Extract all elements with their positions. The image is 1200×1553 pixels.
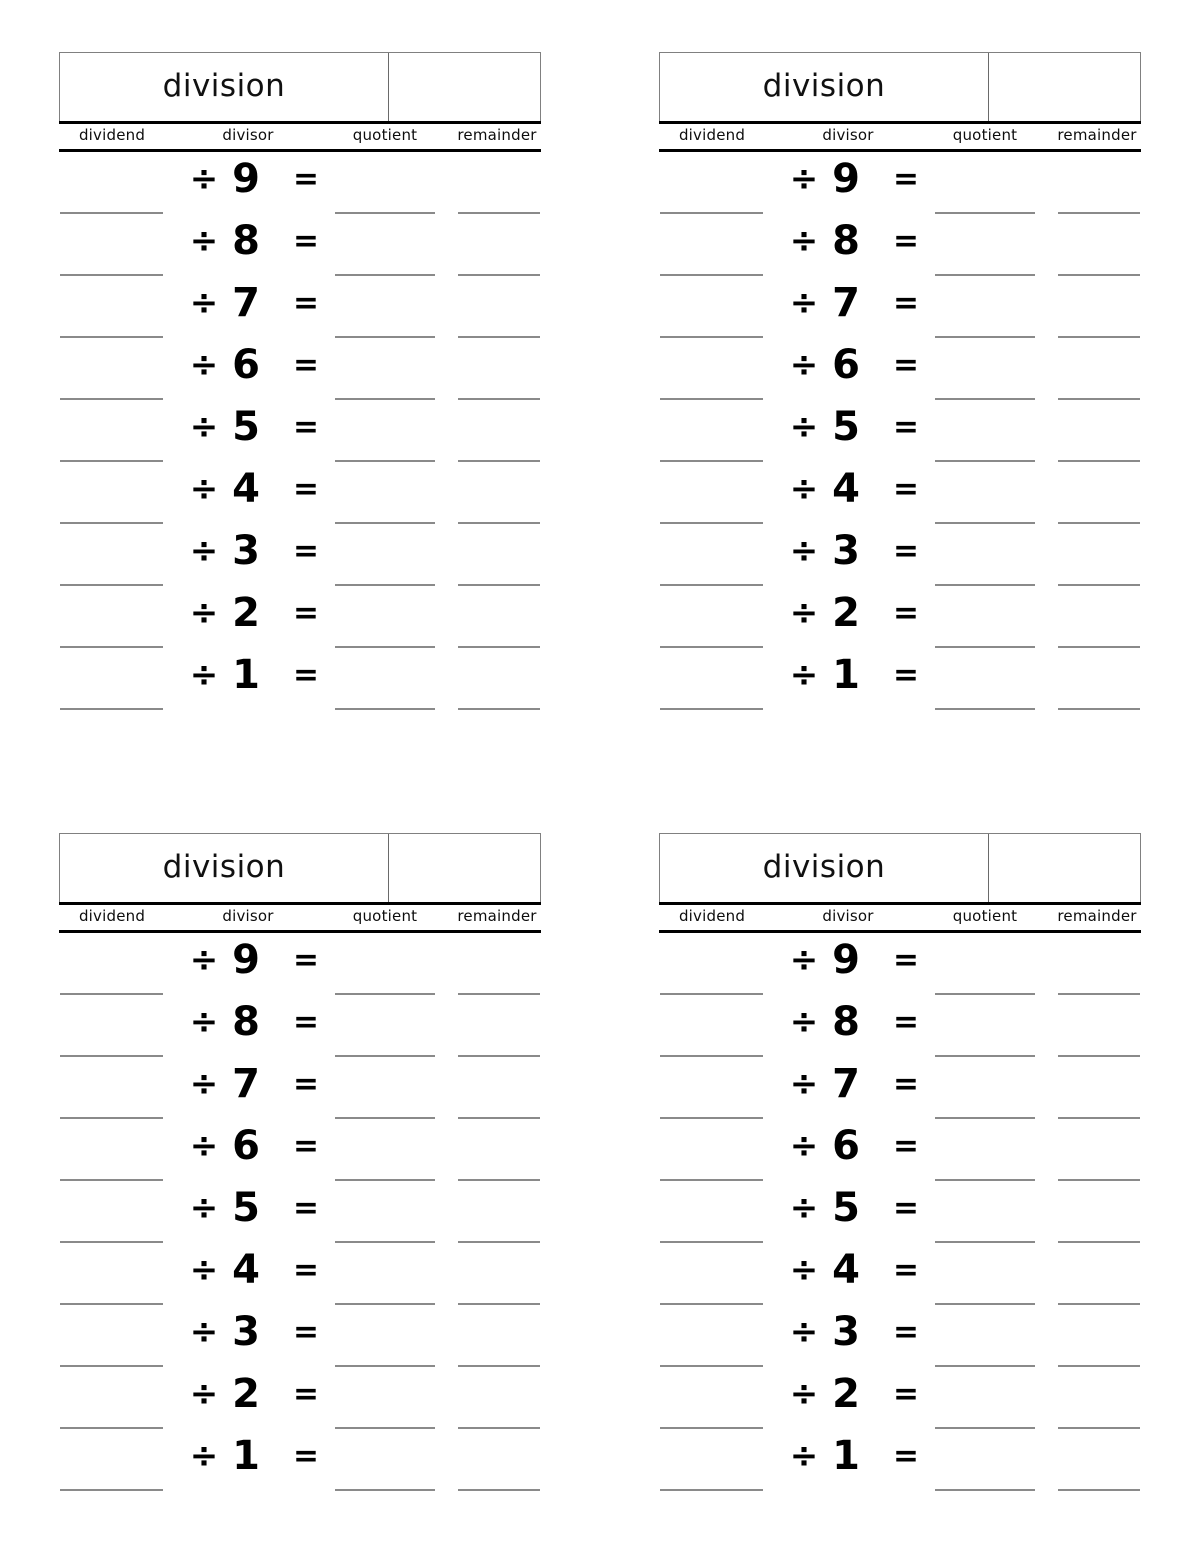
quotient-answer-line[interactable] xyxy=(935,460,1035,462)
divisor-value: 4 xyxy=(832,1247,860,1293)
quotient-answer-line[interactable] xyxy=(935,1427,1035,1429)
quotient-answer-line[interactable] xyxy=(335,584,435,586)
divisor-value: 9 xyxy=(832,156,860,202)
quotient-answer-line[interactable] xyxy=(335,993,435,995)
quotient-answer-line[interactable] xyxy=(335,1489,435,1491)
name-score-field[interactable] xyxy=(389,834,540,902)
column-header-remainder: remainder xyxy=(457,907,537,925)
column-header-row xyxy=(59,905,541,930)
dividend-answer-line[interactable] xyxy=(60,1117,163,1119)
dividend-answer-line[interactable] xyxy=(60,1365,163,1367)
divide-operator-icon: ÷ xyxy=(789,345,819,385)
divisor-value: 9 xyxy=(232,937,260,983)
column-header-dividend: dividend xyxy=(78,907,146,925)
problem-row xyxy=(659,466,1141,528)
divide-operator-icon: ÷ xyxy=(789,1436,819,1476)
problem-row xyxy=(659,1433,1141,1495)
divisor-value: 5 xyxy=(832,404,860,450)
divide-operator-icon: ÷ xyxy=(789,531,819,571)
dividend-answer-line[interactable] xyxy=(660,1179,763,1181)
quotient-answer-line[interactable] xyxy=(935,398,1035,400)
worksheet-title: division xyxy=(162,848,286,885)
problem-row xyxy=(659,218,1141,280)
problem-row xyxy=(59,280,541,342)
equals-operator-icon: = xyxy=(293,1376,319,1412)
remainder-answer-line[interactable] xyxy=(1058,708,1140,710)
dividend-answer-line[interactable] xyxy=(60,1303,163,1305)
equals-operator-icon: = xyxy=(293,595,319,631)
remainder-answer-line[interactable] xyxy=(1058,1241,1140,1243)
problem-row xyxy=(59,590,541,652)
quotient-answer-line[interactable] xyxy=(935,1055,1035,1057)
title-box xyxy=(659,833,1141,902)
title-box xyxy=(59,833,541,902)
equals-operator-icon: = xyxy=(293,942,319,978)
remainder-answer-line[interactable] xyxy=(1058,646,1140,648)
quotient-answer-line[interactable] xyxy=(335,1179,435,1181)
divide-operator-icon: ÷ xyxy=(189,469,219,509)
divisor-value: 1 xyxy=(832,652,860,698)
divide-operator-icon: ÷ xyxy=(189,345,219,385)
divisor-value: 9 xyxy=(232,156,260,202)
divide-operator-icon: ÷ xyxy=(189,531,219,571)
quotient-answer-line[interactable] xyxy=(935,212,1035,214)
dividend-answer-line[interactable] xyxy=(60,1179,163,1181)
divide-operator-icon: ÷ xyxy=(189,1126,219,1166)
equals-operator-icon: = xyxy=(893,409,919,445)
quotient-answer-line[interactable] xyxy=(335,1055,435,1057)
panel-top-right xyxy=(659,52,1141,714)
equals-operator-icon: = xyxy=(293,1438,319,1474)
divide-operator-icon: ÷ xyxy=(789,1374,819,1414)
problem-row xyxy=(59,528,541,590)
remainder-answer-line[interactable] xyxy=(458,274,540,276)
equals-operator-icon: = xyxy=(893,595,919,631)
remainder-answer-line[interactable] xyxy=(458,708,540,710)
dividend-answer-line[interactable] xyxy=(660,212,763,214)
worksheet-title: division xyxy=(762,848,886,885)
dividend-answer-line[interactable] xyxy=(60,993,163,995)
dividend-answer-line[interactable] xyxy=(60,398,163,400)
remainder-answer-line[interactable] xyxy=(1058,1055,1140,1057)
remainder-answer-line[interactable] xyxy=(1058,398,1140,400)
divisor-value: 7 xyxy=(232,280,260,326)
dividend-answer-line[interactable] xyxy=(660,274,763,276)
problem-row xyxy=(659,342,1141,404)
divide-operator-icon: ÷ xyxy=(189,940,219,980)
quotient-answer-line[interactable] xyxy=(335,460,435,462)
equals-operator-icon: = xyxy=(293,533,319,569)
divisor-value: 3 xyxy=(832,1309,860,1355)
equals-operator-icon: = xyxy=(893,285,919,321)
divisor-value: 1 xyxy=(832,1433,860,1479)
remainder-answer-line[interactable] xyxy=(458,584,540,586)
problem-row xyxy=(659,528,1141,590)
remainder-answer-line[interactable] xyxy=(1058,274,1140,276)
divisor-value: 4 xyxy=(832,466,860,512)
worksheet-title-cell xyxy=(660,53,989,121)
equals-operator-icon: = xyxy=(293,285,319,321)
divisor-value: 6 xyxy=(832,1123,860,1169)
column-header-remainder: remainder xyxy=(1057,907,1137,925)
remainder-answer-line[interactable] xyxy=(1058,1179,1140,1181)
quotient-answer-line[interactable] xyxy=(335,708,435,710)
problem-rows xyxy=(59,152,541,714)
equals-operator-icon: = xyxy=(893,347,919,383)
column-header-divisor: divisor xyxy=(822,907,874,925)
divisor-value: 3 xyxy=(832,528,860,574)
divisor-value: 6 xyxy=(232,342,260,388)
divide-operator-icon: ÷ xyxy=(789,655,819,695)
divide-operator-icon: ÷ xyxy=(189,1436,219,1476)
dividend-answer-line[interactable] xyxy=(660,460,763,462)
remainder-answer-line[interactable] xyxy=(1058,522,1140,524)
column-header-quotient: quotient xyxy=(952,907,1018,925)
problem-row xyxy=(659,280,1141,342)
remainder-answer-line[interactable] xyxy=(458,1179,540,1181)
divide-operator-icon: ÷ xyxy=(789,159,819,199)
column-header-remainder: remainder xyxy=(457,126,537,144)
remainder-answer-line[interactable] xyxy=(1058,1427,1140,1429)
divide-operator-icon: ÷ xyxy=(189,1250,219,1290)
equals-operator-icon: = xyxy=(293,347,319,383)
divisor-value: 2 xyxy=(832,590,860,636)
problem-rows xyxy=(659,933,1141,1495)
quotient-answer-line[interactable] xyxy=(935,708,1035,710)
equals-operator-icon: = xyxy=(893,1314,919,1350)
quotient-answer-line[interactable] xyxy=(935,993,1035,995)
quotient-answer-line[interactable] xyxy=(335,1303,435,1305)
quotient-answer-line[interactable] xyxy=(335,212,435,214)
dividend-answer-line[interactable] xyxy=(660,522,763,524)
problem-row xyxy=(59,1371,541,1433)
problem-row xyxy=(59,404,541,466)
dividend-answer-line[interactable] xyxy=(660,336,763,338)
remainder-answer-line[interactable] xyxy=(458,398,540,400)
quotient-answer-line[interactable] xyxy=(935,1179,1035,1181)
column-header-row xyxy=(59,124,541,149)
remainder-answer-line[interactable] xyxy=(1058,1303,1140,1305)
remainder-answer-line[interactable] xyxy=(458,212,540,214)
problem-row xyxy=(59,1185,541,1247)
divisor-value: 8 xyxy=(832,999,860,1045)
remainder-answer-line[interactable] xyxy=(458,1489,540,1491)
column-header-quotient: quotient xyxy=(952,126,1018,144)
name-score-field[interactable] xyxy=(989,834,1140,902)
divide-operator-icon: ÷ xyxy=(189,655,219,695)
dividend-answer-line[interactable] xyxy=(660,584,763,586)
problem-row xyxy=(59,999,541,1061)
worksheet-title: division xyxy=(162,67,286,104)
divisor-value: 9 xyxy=(832,937,860,983)
panel-bottom-right xyxy=(659,833,1141,1495)
equals-operator-icon: = xyxy=(293,409,319,445)
divisor-value: 6 xyxy=(832,342,860,388)
equals-operator-icon: = xyxy=(293,1066,319,1102)
divide-operator-icon: ÷ xyxy=(189,1188,219,1228)
problem-row xyxy=(659,652,1141,714)
divide-operator-icon: ÷ xyxy=(189,1064,219,1104)
problem-row xyxy=(659,1247,1141,1309)
dividend-answer-line[interactable] xyxy=(660,646,763,648)
problem-row xyxy=(59,652,541,714)
column-header-remainder: remainder xyxy=(1057,126,1137,144)
divide-operator-icon: ÷ xyxy=(789,1002,819,1042)
remainder-answer-line[interactable] xyxy=(1058,1117,1140,1119)
problem-row xyxy=(59,1061,541,1123)
column-header-dividend: dividend xyxy=(78,126,146,144)
divisor-value: 8 xyxy=(832,218,860,264)
divisor-value: 1 xyxy=(232,652,260,698)
divisor-value: 2 xyxy=(232,590,260,636)
quotient-answer-line[interactable] xyxy=(335,646,435,648)
problem-rows xyxy=(59,933,541,1495)
divisor-value: 7 xyxy=(232,1061,260,1107)
divide-operator-icon: ÷ xyxy=(789,221,819,261)
divisor-value: 2 xyxy=(832,1371,860,1417)
quotient-answer-line[interactable] xyxy=(335,1241,435,1243)
quotient-answer-line[interactable] xyxy=(335,398,435,400)
divide-operator-icon: ÷ xyxy=(189,221,219,261)
equals-operator-icon: = xyxy=(293,1314,319,1350)
divide-operator-icon: ÷ xyxy=(789,1064,819,1104)
dividend-answer-line[interactable] xyxy=(60,1241,163,1243)
equals-operator-icon: = xyxy=(893,1066,919,1102)
remainder-answer-line[interactable] xyxy=(458,336,540,338)
divide-operator-icon: ÷ xyxy=(789,1126,819,1166)
divide-operator-icon: ÷ xyxy=(189,1002,219,1042)
quotient-answer-line[interactable] xyxy=(935,336,1035,338)
equals-operator-icon: = xyxy=(893,1128,919,1164)
equals-operator-icon: = xyxy=(293,471,319,507)
equals-operator-icon: = xyxy=(893,1190,919,1226)
divisor-value: 3 xyxy=(232,1309,260,1355)
dividend-answer-line[interactable] xyxy=(60,522,163,524)
dividend-answer-line[interactable] xyxy=(660,1117,763,1119)
remainder-answer-line[interactable] xyxy=(458,460,540,462)
title-box xyxy=(659,52,1141,121)
divide-operator-icon: ÷ xyxy=(189,159,219,199)
divide-operator-icon: ÷ xyxy=(789,1188,819,1228)
remainder-answer-line[interactable] xyxy=(458,1303,540,1305)
remainder-answer-line[interactable] xyxy=(1058,336,1140,338)
dividend-answer-line[interactable] xyxy=(660,1055,763,1057)
column-header-dividend: dividend xyxy=(678,126,746,144)
divide-operator-icon: ÷ xyxy=(189,1312,219,1352)
divide-operator-icon: ÷ xyxy=(789,593,819,633)
equals-operator-icon: = xyxy=(893,161,919,197)
column-header-row xyxy=(659,905,1141,930)
divide-operator-icon: ÷ xyxy=(189,283,219,323)
divide-operator-icon: ÷ xyxy=(189,407,219,447)
dividend-answer-line[interactable] xyxy=(60,646,163,648)
column-header-row xyxy=(659,124,1141,149)
equals-operator-icon: = xyxy=(893,1438,919,1474)
divisor-value: 8 xyxy=(232,218,260,264)
dividend-answer-line[interactable] xyxy=(660,1489,763,1491)
problem-row xyxy=(59,1433,541,1495)
divide-operator-icon: ÷ xyxy=(789,940,819,980)
title-box xyxy=(59,52,541,121)
dividend-answer-line[interactable] xyxy=(60,1427,163,1429)
quotient-answer-line[interactable] xyxy=(935,1241,1035,1243)
divisor-value: 5 xyxy=(232,1185,260,1231)
quotient-answer-line[interactable] xyxy=(935,646,1035,648)
quotient-answer-line[interactable] xyxy=(935,274,1035,276)
quotient-answer-line[interactable] xyxy=(935,1117,1035,1119)
worksheet-title: division xyxy=(762,67,886,104)
panel-top-left xyxy=(59,52,541,714)
equals-operator-icon: = xyxy=(293,657,319,693)
divisor-value: 7 xyxy=(832,1061,860,1107)
problem-row xyxy=(59,218,541,280)
divisor-value: 5 xyxy=(832,1185,860,1231)
divisor-value: 5 xyxy=(232,404,260,450)
dividend-answer-line[interactable] xyxy=(60,212,163,214)
column-header-divisor: divisor xyxy=(822,126,874,144)
divide-operator-icon: ÷ xyxy=(789,1250,819,1290)
column-header-divisor: divisor xyxy=(222,126,274,144)
remainder-answer-line[interactable] xyxy=(458,993,540,995)
divisor-value: 1 xyxy=(232,1433,260,1479)
problem-row xyxy=(59,466,541,528)
equals-operator-icon: = xyxy=(893,533,919,569)
equals-operator-icon: = xyxy=(293,161,319,197)
problem-row xyxy=(659,1185,1141,1247)
problem-row xyxy=(659,590,1141,652)
problem-row xyxy=(659,404,1141,466)
divisor-value: 3 xyxy=(232,528,260,574)
problem-row xyxy=(59,342,541,404)
remainder-answer-line[interactable] xyxy=(1058,584,1140,586)
dividend-answer-line[interactable] xyxy=(60,1055,163,1057)
remainder-answer-line[interactable] xyxy=(458,1427,540,1429)
remainder-answer-line[interactable] xyxy=(458,646,540,648)
divide-operator-icon: ÷ xyxy=(789,407,819,447)
quotient-answer-line[interactable] xyxy=(935,522,1035,524)
quotient-answer-line[interactable] xyxy=(935,584,1035,586)
dividend-answer-line[interactable] xyxy=(660,398,763,400)
remainder-answer-line[interactable] xyxy=(458,522,540,524)
remainder-answer-line[interactable] xyxy=(458,1055,540,1057)
divisor-value: 8 xyxy=(232,999,260,1045)
remainder-answer-line[interactable] xyxy=(458,1117,540,1119)
problem-row xyxy=(659,1309,1141,1371)
worksheet-title-cell xyxy=(660,834,989,902)
problem-row xyxy=(59,1123,541,1185)
divide-operator-icon: ÷ xyxy=(189,593,219,633)
equals-operator-icon: = xyxy=(293,1190,319,1226)
remainder-answer-line[interactable] xyxy=(1058,212,1140,214)
dividend-answer-line[interactable] xyxy=(660,993,763,995)
remainder-answer-line[interactable] xyxy=(1058,460,1140,462)
worksheet-title-cell xyxy=(60,834,389,902)
quotient-answer-line[interactable] xyxy=(335,274,435,276)
equals-operator-icon: = xyxy=(893,223,919,259)
divide-operator-icon: ÷ xyxy=(789,469,819,509)
divisor-value: 2 xyxy=(232,1371,260,1417)
divide-operator-icon: ÷ xyxy=(789,283,819,323)
column-header-dividend: dividend xyxy=(678,907,746,925)
divisor-value: 6 xyxy=(232,1123,260,1169)
panel-bottom-left xyxy=(59,833,541,1495)
quotient-answer-line[interactable] xyxy=(335,1427,435,1429)
problem-row xyxy=(59,1247,541,1309)
quotient-answer-line[interactable] xyxy=(935,1489,1035,1491)
problem-row xyxy=(659,937,1141,999)
problem-row xyxy=(659,999,1141,1061)
name-score-field[interactable] xyxy=(989,53,1140,121)
equals-operator-icon: = xyxy=(293,223,319,259)
remainder-answer-line[interactable] xyxy=(458,1241,540,1243)
dividend-answer-line[interactable] xyxy=(660,1427,763,1429)
dividend-answer-line[interactable] xyxy=(660,1241,763,1243)
column-header-quotient: quotient xyxy=(352,126,418,144)
problem-row xyxy=(659,1061,1141,1123)
problem-row xyxy=(59,156,541,218)
remainder-answer-line[interactable] xyxy=(1058,993,1140,995)
dividend-answer-line[interactable] xyxy=(60,1489,163,1491)
equals-operator-icon: = xyxy=(893,942,919,978)
problem-row xyxy=(59,1309,541,1371)
problem-row xyxy=(59,937,541,999)
problem-row xyxy=(659,156,1141,218)
quotient-answer-line[interactable] xyxy=(335,336,435,338)
dividend-answer-line[interactable] xyxy=(660,708,763,710)
equals-operator-icon: = xyxy=(893,1004,919,1040)
quotient-answer-line[interactable] xyxy=(935,1303,1035,1305)
equals-operator-icon: = xyxy=(893,471,919,507)
equals-operator-icon: = xyxy=(293,1252,319,1288)
problem-row xyxy=(659,1123,1141,1185)
divisor-value: 4 xyxy=(232,1247,260,1293)
worksheet-title-cell xyxy=(60,53,389,121)
divide-operator-icon: ÷ xyxy=(789,1312,819,1352)
problem-row xyxy=(659,1371,1141,1433)
dividend-answer-line[interactable] xyxy=(660,1365,763,1367)
quotient-answer-line[interactable] xyxy=(335,1117,435,1119)
equals-operator-icon: = xyxy=(893,1252,919,1288)
dividend-answer-line[interactable] xyxy=(60,460,163,462)
quotient-answer-line[interactable] xyxy=(335,522,435,524)
dividend-answer-line[interactable] xyxy=(60,336,163,338)
equals-operator-icon: = xyxy=(293,1004,319,1040)
remainder-answer-line[interactable] xyxy=(1058,1489,1140,1491)
column-header-quotient: quotient xyxy=(352,907,418,925)
dividend-answer-line[interactable] xyxy=(660,1303,763,1305)
dividend-answer-line[interactable] xyxy=(60,274,163,276)
dividend-answer-line[interactable] xyxy=(60,584,163,586)
divide-operator-icon: ÷ xyxy=(189,1374,219,1414)
divisor-value: 7 xyxy=(832,280,860,326)
dividend-answer-line[interactable] xyxy=(60,708,163,710)
column-header-divisor: divisor xyxy=(222,907,274,925)
quotient-answer-line[interactable] xyxy=(935,1365,1035,1367)
equals-operator-icon: = xyxy=(893,657,919,693)
equals-operator-icon: = xyxy=(293,1128,319,1164)
divisor-value: 4 xyxy=(232,466,260,512)
remainder-answer-line[interactable] xyxy=(1058,1365,1140,1367)
equals-operator-icon: = xyxy=(893,1376,919,1412)
name-score-field[interactable] xyxy=(389,53,540,121)
quotient-answer-line[interactable] xyxy=(335,1365,435,1367)
problem-rows xyxy=(659,152,1141,714)
remainder-answer-line[interactable] xyxy=(458,1365,540,1367)
